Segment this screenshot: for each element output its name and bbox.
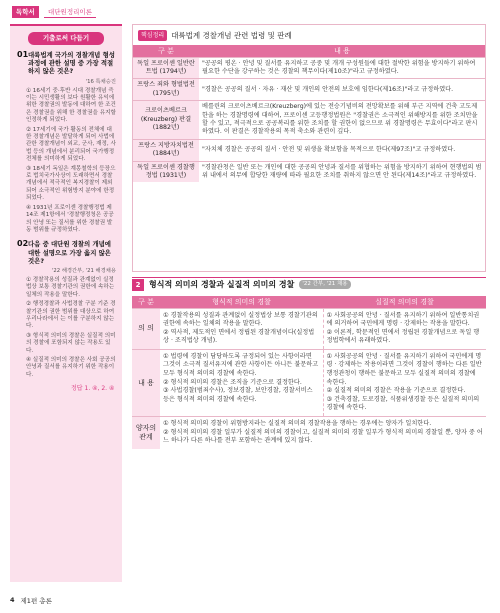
law-table (133, 45, 485, 182)
law-name: 독일 프로이센 일반란트법 (1794년) (133, 57, 199, 79)
law-content: "자치체 경찰은 공공의 질서 · 안전 및 위생을 확보함을 목적으로 한다(제97조)"고 규정하였다. (199, 139, 485, 161)
question-1-number: 01 (17, 50, 29, 59)
question-2 (10, 240, 122, 392)
law-content: "경찰은 공공의 질서 · 자유 · 재산 및 개인의 안전의 보호에 임한다(제16조)"라고 규정하였다. (199, 79, 485, 101)
header-chip-book: 독학서 (12, 6, 39, 18)
table-row (133, 101, 485, 140)
police-concept-table (132, 296, 486, 449)
formal-cell: ① 경찰작용의 성질과 관계없이 실정법상 보통 경찰기관의 권한에 속하는 일체의 작용을 말한다. ② 역사적, 제도적인 면에서 정립된 경찰개념이다(실정법상 · 조직법상 개념). (160, 308, 323, 349)
question-2-title (17, 240, 116, 265)
law-name: 프랑스 지방자치법전 (1884년) (133, 139, 199, 161)
section-2-title: 형식적 의미의 경찰과 실질적 의미의 경찰 (149, 280, 295, 289)
question-1 (10, 51, 122, 234)
table-row (132, 349, 486, 416)
question-2-source: '22 해경간부, '21 해경채용 (51, 267, 116, 274)
question-1-option: ④ 1931년 프로이센 경찰행정법 제14조 제1항에서 '경찰행정청은 공공의 안녕 또는 질서를 위한 경찰권 발동 범위를 규정하였다. (26, 204, 114, 233)
question-2-option: ③ 형식적 의미의 경찰은 실질적 의미의 경찰에 포함되지 않는 작용도 있다. (26, 332, 116, 354)
chapter-label: 제1편 총론 (20, 597, 52, 605)
question-2-number: 02 (17, 239, 29, 249)
table-row (133, 79, 485, 101)
concept-table-header-formal: 형식적 의미의 경찰 (160, 296, 323, 308)
question-1-option: ③ 18세기 독일은 계몽철학의 등장으로 법치국가사상이 도래하면서 경찰개념에서 적극적인 복지경찰이 제외되어 소극적인 위험방지 분야에 한정되었다. (26, 165, 116, 202)
answer-key: 정답 1. ④, 2. ④ (71, 385, 115, 393)
section-2-exam-tag: '22 간부, '21 채용 (299, 280, 350, 289)
material-cell: ① 사회공공의 안녕 · 질서를 유지하기 위하여 일반통치권에 의거하여 국민에게 명령 · 강제하는 작용을 말한다. ② 이론적, 학문적인 면에서 정립된 경찰개념으로 독일 행정법학에서 유래하였다. (323, 308, 486, 349)
table-row (132, 417, 486, 449)
relationship-cell: ① 형식적 의미의 경찰이 위험방지라는 실질적 의미의 경찰작용을 행하는 경우에는 양자가 일치한다. ② 형식적 의미의 경찰 일부가 실질적 의미의 경찰이고, 실질적 의미의 경찰 일부가 형식적 의미의 경찰일 뿐, 양자 중 어느 하나가 다른 하나를 전부 포함하는 관계에 있지 않다. (160, 417, 486, 449)
formal-cell: ① 법령에 경찰이 담당하도록 규정되어 있는 사항이라면 그것이 소극적 질서유지에 관한 사항이든 아니든 불문하고 모두 형식적 의미의 경찰에 속한다. ② 형식적 의미의 경찰은 조직을 기준으로 결정한다. ③ 사법경찰(범죄수사), 정보경찰, 보안경찰, 경찰서비스 등은 형식적 의미의 경찰에 속한다. (160, 349, 323, 416)
section-2-number: 2 (132, 279, 144, 291)
material-cell: ① 사회공공의 안녕 · 질서를 유지하기 위하여 국민에게 명령 · 강제하는 작용이라면 그것이 경찰이 행하는 다른 일반행정관청이 행하든 불문하고 모두 실질적 의미의 경찰에 속한다. ② 실질적 의미의 경찰은 작용을 기준으로 결정한다. ③ 건축경찰, 도로경찰, 식품위생경찰 등은 실질적 의미의 경찰에 속한다. (323, 349, 486, 416)
question-2-option: ① 경찰작용의 성질과 관계없이 실정법상 보통 경찰기관의 권한에 속하는 일체의 작용을 말한다. (26, 276, 115, 298)
section-2-heading (132, 277, 486, 291)
question-1-source: '16 특채승진 (85, 78, 116, 85)
question-1-text: 대륙법계 국가의 경찰개념 형성과정에 관한 설명 중 가장 적절하지 않은 것은? (28, 51, 115, 76)
row-label: 내 용 (132, 349, 160, 416)
law-name: 크로이츠베르크 (Kreuzberg) 판결 (1882년) (133, 101, 199, 140)
sidebar-practice-questions (10, 24, 122, 582)
question-1-option: ① 16세기 중·후반 시대 경찰개념 즉 이는 시민생활의 보다 원활한 유익에 위한 경찰권의 발동에 대하여 한 조건은 경찰권을 위해 한 경찰권을 유지할 인정하게 되었다. (26, 87, 116, 124)
law-name: 프랑스 죄와 형벌법전 (1795년) (133, 79, 199, 101)
law-content: "공공의 평온 · 안녕 및 질서를 유지하고 공중 및 개개 구성원들에 대한 절박한 위험을 방지하기 위하여 필요한 수단을 강구하는 것은 경찰의 책무이다(제10조)"라고 규정하였다. (199, 57, 485, 79)
law-table-header-category: 구 분 (133, 45, 199, 57)
question-2-option: ② 행정경찰과 사법경찰 구분 기준 경찰기관의 권한 범위를 대상으로 하여 우리나라에서 는 이를 구분하지 않는다. (26, 301, 116, 330)
table-row (133, 139, 485, 161)
law-summary-title: 대륙법계 경찰개념 관련 법령 및 판례 (171, 30, 292, 40)
concept-table-header-material: 실질적 의미의 경찰 (323, 296, 486, 308)
summary-badge: 핵심정리 (138, 30, 167, 41)
question-1-title (17, 51, 116, 76)
law-summary-header (133, 25, 485, 45)
table-row (133, 57, 485, 79)
sidebar-title: 기출로써 다듬기 (28, 32, 104, 45)
row-label: 의 의 (132, 308, 160, 349)
question-2-text: 다음 중 대단원 경찰의 개념에 대한 설명으로 가장 옳지 않은 것은? (28, 240, 111, 265)
law-summary-box (132, 24, 486, 272)
page-header (0, 0, 500, 22)
law-table-header-content: 내 용 (199, 45, 485, 57)
question-2-option: ④ 실질적 의미의 경찰은 사회 공공의 안녕과 질서를 유지하기 위한 작용이다. (26, 357, 116, 378)
law-content: 베를린의 크로이츠베르크(Kreuzberg)에 있는 전승기념비의 전망확보를 위해 부근 지역에 건축 고도제한을 하는 경찰명령에 대하여, 프로이센 고등행정법원은 "경찰권은 소극적인 위해방지를 위한 조치만을 할 수 있고, 적극적으로 공공복리를 위한 조치를 할 권한이 없으므로 위 경찰명령은 무효이다"라고 판시하였다. 이 판결은 경찰작용의 목적 축소와 관련이 깊다. (199, 101, 485, 140)
concept-table-header-category: 구 분 (132, 296, 160, 308)
row-label: 양자의 관계 (132, 417, 160, 449)
law-content: "경찰관청은 일반 또는 개인에 대한 공공의 안녕과 질서를 위협하는 위험을 방지하기 위하여 현행법의 범위 내에서 의무에 합당한 재량에 따라 필요한 조치를 취하지 않으면 안 된다(제14조)"라고 규정하였다. (199, 161, 485, 182)
table-row (133, 161, 485, 182)
table-row (132, 308, 486, 349)
page-number: 4 (10, 596, 15, 604)
question-1-option: ② 17세기에 국가 활동의 전체에 대한 경찰개념은 발달하게 되어 사법에 관한 경찰개념이 외교, 군사, 재정, 사법 등의 개념에서 분리되어 국가행정 전체를 의미하게 되었다. (26, 126, 116, 163)
law-name: 독일 프로이센 경찰행정법 (1931년) (133, 161, 199, 182)
header-chip-section: 대단원정리이론 (44, 6, 96, 18)
page-footer (10, 596, 52, 605)
